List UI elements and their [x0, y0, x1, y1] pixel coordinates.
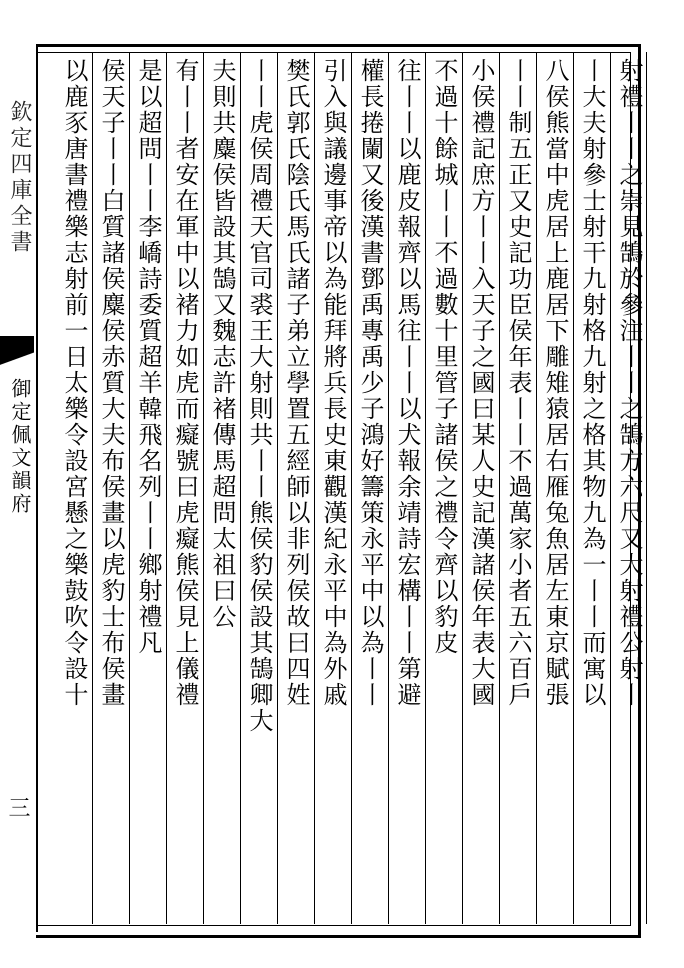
text-column: 樊氏郭氏陰氏馬氏諸子弟立學置五經師以非列侯故曰四姓: [282, 58, 310, 708]
text-column: 丨丨虎侯周禮天官司裘王大射則共丨丨熊侯豹侯設其鵠卿大: [245, 58, 273, 734]
column-rule: [277, 52, 278, 924]
text-column: 丨丨制五正又史記功臣侯年表丨丨不過萬家小者五六百戶: [504, 58, 532, 708]
column-rule: [351, 52, 352, 924]
column-rule: [314, 52, 315, 924]
book-title: 御定佩文韻府: [8, 378, 32, 516]
text-column: 以鹿豕唐書禮樂志射前一日太樂令設宮懸之樂鼓吹令設十: [60, 58, 88, 708]
text-column: 引入與議邊事帝以為能拜將兵長史東觀漢紀永平中為外戚: [319, 58, 347, 708]
column-rule: [425, 52, 426, 924]
text-column: 八侯熊當中虎居上鹿居下雕雉猿居右雁兔魚居左東京賦張: [541, 58, 569, 708]
column-rule: [203, 52, 204, 924]
text-column: 侯天子丨丨白質諸侯麋侯赤質大夫布侯畫以虎豹士布侯畫: [97, 58, 125, 708]
column-rule: [536, 52, 537, 924]
collection-title: 欽定四庫全書: [7, 100, 32, 256]
page-spine: [0, 44, 38, 932]
text-column: 丨大夫射參士射干九射格九射之格其物九為一丨丨而寓以: [578, 58, 606, 708]
text-column: 有丨丨者安在軍中以褚力如虎而癡號曰虎癡熊侯見上儀禮: [171, 58, 199, 708]
text-column: 是以超問丨丨李嶠詩委質超羊韓飛名列丨丨鄉射禮凡: [134, 58, 162, 656]
column-rule: [610, 52, 611, 924]
page-number: 三: [5, 796, 30, 818]
column-rule: [92, 52, 93, 924]
fishtail-mark-tail: [0, 350, 34, 368]
column-rule: [462, 52, 463, 924]
column-rule: [573, 52, 574, 924]
text-column: 小侯禮記庶方丨丨入天子之國曰某人史記漢諸侯年表大國: [467, 58, 495, 708]
column-rule: [166, 52, 167, 924]
text-column: 權長捲闌又後漢書鄧禹專禹少子鴻好籌策永平中以為丨丨: [356, 58, 384, 708]
column-rule: [646, 52, 647, 924]
text-column: 往丨丨以鹿皮報齊以馬往丨丨以犬報余靖詩宏構丨丨第避: [393, 58, 421, 708]
text-column: 夫則共麋侯皆設其鵠又魏志許褚傳馬超問太祖曰公: [208, 58, 236, 630]
column-rule: [499, 52, 500, 924]
text-column: 射禮丨丨之崇見鵠於參注丨丨之鵠方六尺又大射禮公射丨: [615, 58, 643, 708]
column-rule: [240, 52, 241, 924]
text-column: 不過十餘城丨丨不過數十里管子諸侯之禮令齊以豹皮: [430, 58, 458, 656]
column-rule: [388, 52, 389, 924]
fishtail-mark: [0, 336, 34, 350]
column-rule: [129, 52, 130, 924]
